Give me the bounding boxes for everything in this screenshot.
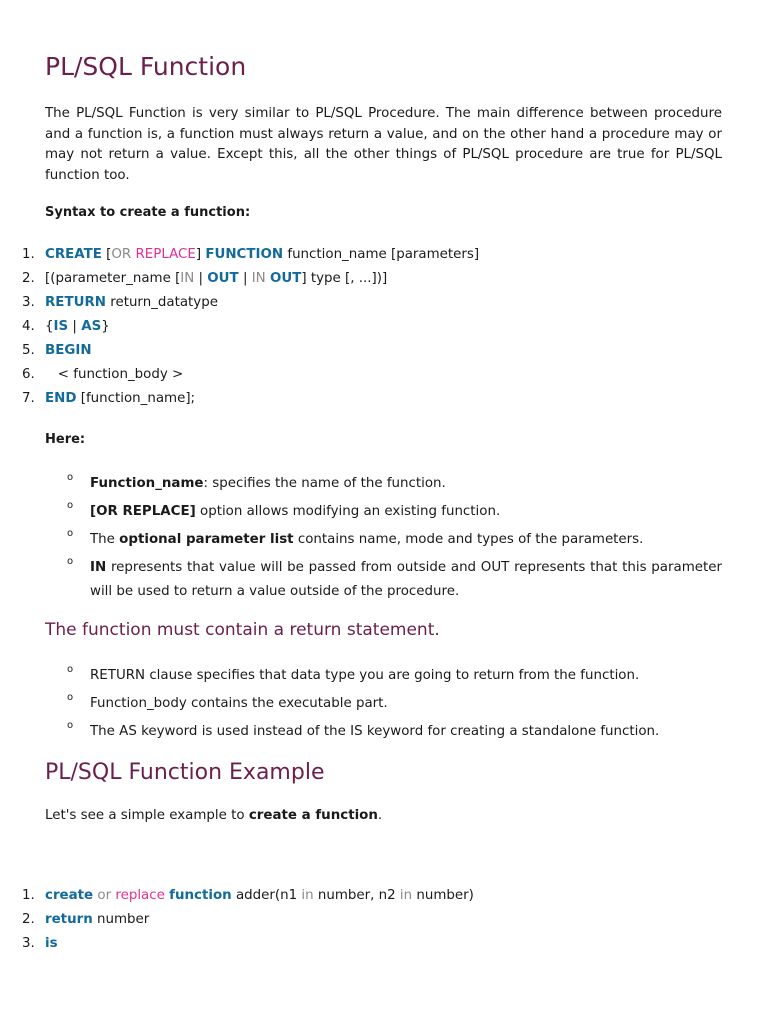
bullet-icon: o [67,720,74,731]
code-text: is [45,936,58,951]
line-number: 2. [22,912,35,927]
list-item-text: Function_body contains the executable part. [90,696,388,711]
code-text: {IS | AS} [45,319,110,334]
bullet-icon: o [67,692,74,703]
code-text: RETURN return_datatype [45,295,218,310]
line-number: 7. [22,391,35,406]
bullet-icon: o [67,664,74,675]
bullet-icon: o [67,472,74,483]
code-text: BEGIN [45,343,92,358]
list-item-text: IN represents that value will be passed from outside and OUT represents that this parameter will be used to return a value outside of the procedure. [90,560,722,599]
line-number: 5. [22,343,35,358]
intro-paragraph: The PL/SQL Function is very similar to PL/SQL Procedure. The main difference between procedure and a function is, a function must always return a value, and on the other hand a procedure may or may not return a value. Except this, all the other things of PL/SQL procedure are true for PL/SQL function too. [45,106,722,183]
line-number: 4. [22,319,35,334]
syntax-label: Syntax to create a function: [45,205,251,220]
code-text: CREATE [OR REPLACE] FUNCTION function_name [parameters] [45,247,480,262]
line-number: 2. [22,271,35,286]
list-item-text: Function_name: specifies the name of the function. [90,476,446,491]
list-item-text: RETURN clause specifies that data type you are going to return from the function. [90,668,640,683]
line-number: 1. [22,888,35,903]
code-text: END [function_name]; [45,391,196,406]
list-item-text: The AS keyword is used instead of the IS keyword for creating a standalone function. [90,724,660,739]
example-intro: Let's see a simple example to create a function. [45,808,383,823]
code-text: return number [45,912,150,927]
list-item-text: [OR REPLACE] option allows modifying an existing function. [90,504,501,519]
bullet-icon: o [67,500,74,511]
bullet-icon: o [67,528,74,539]
code-text: create or replace function adder(n1 in number, n2 in number) [45,888,474,903]
example-title: PL/SQL Function Example [45,760,325,785]
return-statement-heading: The function must contain a return statement. [45,620,440,640]
code-text: [(parameter_name [IN | OUT | IN OUT] type [, ...])] [45,271,388,286]
code-text: < function_body > [45,367,184,382]
page-title: PL/SQL Function [45,52,247,81]
here-label: Here: [45,432,86,447]
line-number: 6. [22,367,35,382]
list-item-text: The optional parameter list contains name, mode and types of the parameters. [90,532,644,547]
bullet-icon: o [67,556,74,567]
line-number: 3. [22,936,35,951]
line-number: 1. [22,247,35,262]
line-number: 3. [22,295,35,310]
